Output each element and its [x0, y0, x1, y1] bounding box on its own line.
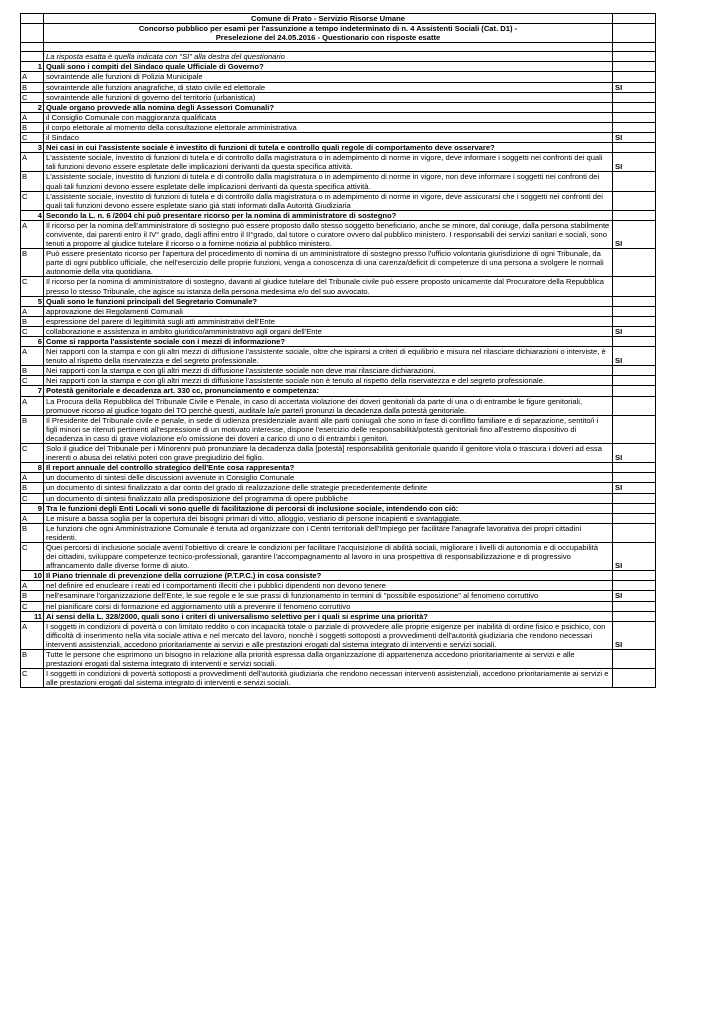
- question-text: Il report annuale del controllo strategico dell'Ente cosa rappresenta?: [44, 463, 613, 473]
- header-answer-cell: [613, 14, 656, 24]
- question-row: [21, 102, 656, 112]
- option-letter: C: [21, 444, 44, 463]
- answer-mark: [613, 191, 656, 210]
- answer-mark: [613, 493, 656, 503]
- header-blank-cell: [21, 24, 44, 43]
- option-text: I soggetti in condizioni di povertà sottoposti a provvedimenti dell'autorità giudiziaria che rendono necessari interventi assistenziali, accedono prioritariamente ai servizi e alle prestazioni erogati dal sistema integrato di interventi e servizi sociali.: [44, 669, 613, 688]
- option-text: Tutte le persone che esprimono un bisogno in relazione alla priorità espressa dalla organizzazione di appartenenza accedono prioritariamente ai servizi e alle prestazioni erogati dal sistema integrato di interventi e servizi sociali.: [44, 650, 613, 669]
- option-letter: C: [21, 542, 44, 570]
- answer-mark: [613, 473, 656, 483]
- question-text: Come si rapporta l'assistente sociale con i mezzi di informazione?: [44, 337, 613, 347]
- option-letter: A: [21, 347, 44, 366]
- option-row: [21, 523, 656, 542]
- option-letter: A: [21, 581, 44, 591]
- header-row: [21, 24, 656, 43]
- answer-mark: [613, 601, 656, 611]
- option-text: Nei rapporti con la stampa e con gli altri mezzi di diffusione l'assistente sociale non deve mai rilasciare dichiarazioni.: [44, 366, 613, 376]
- answer-mark: [613, 316, 656, 326]
- answer-mark: SI: [613, 133, 656, 143]
- option-row: [21, 306, 656, 316]
- option-text: Il ricorso per la nomina dell'amministratore di sostegno può essere proposto dallo stesso soggetto beneficiario, anche se minore, dal coniuge, dalla persona stabilmente convivente, dai parenti entro il IV° grado, dagli affini entro il II°grado, dal tutore o curatore ovvero dal pubblico ministero. I responsabili dei servizi sanitari e sociali, sono tenuti a proporre al giudice tutelare il ricorso o a fornirne notizia al pubblico ministero.: [44, 220, 613, 248]
- question-answer-cell: [613, 210, 656, 220]
- question-answer-cell: [613, 102, 656, 112]
- option-text: Nei rapporti con la stampa e con gli altri mezzi di diffusione l'assistente sociale non è tenuto al rispetto della riservatezza e del segreto professionale.: [44, 376, 613, 386]
- answer-mark: [613, 92, 656, 102]
- option-text: Solo il giudice del Tribunale per i Minorenni può pronunziare la decadenza dalla [potestà] responsabilità genitoriale quando il genitore viola o trascura i doveri ad essa inerenti o abusa dei relativi poteri con grave pregiudizio del figlio.: [44, 444, 613, 463]
- option-text: sovraintende alle funzioni di governo del territorio (urbanistica): [44, 92, 613, 102]
- option-letter: C: [21, 669, 44, 688]
- option-row: [21, 249, 656, 277]
- answer-mark: [613, 306, 656, 316]
- option-text: I soggetti in condizioni di povertà o con limitato reddito o con incapacità totale o parziale di provvedere alle proprie esigenze per inabilità di ordine fisico e psichico, con difficoltà di inserimento nella vita sociale attiva e nel mercato del lavoro, nonchè i soggetti sottoposti a provvedimenti dell'autorità giudiziaria che rendono necessari interventi assistenziali, accedono prioritariamente ai servizi e alle prestazioni erogati dal sistema integrato di interventi e servizi sociali.: [44, 621, 613, 649]
- question-answer-cell: [613, 337, 656, 347]
- note-row: [21, 52, 656, 62]
- option-letter: B: [21, 122, 44, 132]
- answer-mark: SI: [613, 220, 656, 248]
- question-row: [21, 571, 656, 581]
- option-row: [21, 415, 656, 443]
- question-row: [21, 611, 656, 621]
- answer-mark: [613, 650, 656, 669]
- question-answer-cell: [613, 571, 656, 581]
- option-text: un documento di sintesi delle discussioni avvenute in Consiglio Comunale: [44, 473, 613, 483]
- option-letter: C: [21, 326, 44, 336]
- option-text: il Consiglio Comunale con maggioranza qualificata: [44, 112, 613, 122]
- option-letter: A: [21, 72, 44, 82]
- option-text: il corpo elettorale al momento della consultazione elettorale amministrativa: [44, 122, 613, 132]
- option-text: L'assistente sociale, investito di funzioni di tutela e di controllo dalla magistratura o in adempimento di norme in vigore, non deve informare i soggetti nei confronti dei quali tali funzioni devono essere espletate delle implicazioni derivanti da questa specifica attività.: [44, 172, 613, 191]
- option-letter: A: [21, 153, 44, 172]
- option-letter: A: [21, 621, 44, 649]
- option-text: nel pianificare corsi di formazione ed aggiornamento utili a prevenire il fenomeno corruttivo: [44, 601, 613, 611]
- questionnaire-body: [21, 14, 656, 688]
- answer-mark: [613, 396, 656, 415]
- question-answer-cell: [613, 143, 656, 153]
- option-row: [21, 366, 656, 376]
- question-text: Ai sensi della L. 328/2000, quali sono i criteri di universalismo selettivo per i quali si esprime una priorità?: [44, 611, 613, 621]
- option-letter: B: [21, 172, 44, 191]
- question-text: Quale organo provvede alla nomina degli Assessori Comunali?: [44, 102, 613, 112]
- option-row: [21, 376, 656, 386]
- question-text: Tra le funzioni degli Enti Locali vi sono quelle di facilitazione di percorsi di inclusione sociale, intendendo con ciò:: [44, 503, 613, 513]
- option-row: [21, 172, 656, 191]
- question-answer-cell: [613, 296, 656, 306]
- option-text: Le funzioni che ogni Amministrazione Comunale è tenuta ad organizzare con i Centri territoriali dell'Impiego per facilitare l'anagrafe lavorativa dei propri cittadini residenti.: [44, 523, 613, 542]
- blank-row: [21, 43, 656, 52]
- header-line-2: Concorso pubblico per esami per l'assunzione a tempo indeterminato di n. 4 Assistenti Sociali (Cat. D1) -: [138, 24, 518, 34]
- answer-mark: SI: [613, 542, 656, 570]
- note-answer-cell: [613, 52, 656, 62]
- option-row: [21, 277, 656, 296]
- answer-mark: [613, 72, 656, 82]
- option-text: un documento di sintesi finalizzato a dar conto del grado di realizzazione delle strategie precedentemente definite: [44, 483, 613, 493]
- question-answer-cell: [613, 386, 656, 396]
- answer-mark: [613, 277, 656, 296]
- answer-mark: SI: [613, 82, 656, 92]
- question-answer-cell: [613, 503, 656, 513]
- question-row: [21, 62, 656, 72]
- answer-mark: SI: [613, 347, 656, 366]
- question-number: 2: [21, 102, 44, 112]
- question-number: 10: [21, 571, 44, 581]
- option-row: [21, 483, 656, 493]
- option-letter: B: [21, 591, 44, 601]
- option-letter: B: [21, 483, 44, 493]
- option-row: [21, 112, 656, 122]
- question-answer-cell: [613, 611, 656, 621]
- option-text: il Sindaco: [44, 133, 613, 143]
- question-row: [21, 337, 656, 347]
- option-row: [21, 542, 656, 570]
- blank-cell: [613, 43, 656, 52]
- header-answer-cell: [613, 24, 656, 43]
- answer-mark: SI: [613, 483, 656, 493]
- option-row: [21, 444, 656, 463]
- option-letter: B: [21, 415, 44, 443]
- option-letter: B: [21, 249, 44, 277]
- questionnaire-table: [20, 13, 656, 688]
- option-row: [21, 493, 656, 503]
- option-row: [21, 153, 656, 172]
- question-text: Quali sono le funzioni principali del Segretario Comunale?: [44, 296, 613, 306]
- question-text: Potestà genitoriale e decadenza art. 330 cc, pronunciamento e competenza:: [44, 386, 613, 396]
- option-text: un documento di sintesi finalizzato alla predisposizione del programma di opere pubbliche: [44, 493, 613, 503]
- note-blank-cell: [21, 52, 44, 62]
- option-row: [21, 122, 656, 132]
- option-text: sovraintende alle funzioni di Polizia Municipale: [44, 72, 613, 82]
- option-text: collaborazione e assistenza in ambito giuridico/amministrativo agli organi dell'Ente: [44, 326, 613, 336]
- option-letter: A: [21, 396, 44, 415]
- option-text: Quei percorsi di inclusione sociale aventi l'obiettivo di creare le condizioni per facilitare l'acquisizione di abilità sociali, migliorare i livelli di autonomia e di occupabilità dei cittadini, sviluppare competenze tecnico-professionali, garantire l'accompagnamento al lavoro in una prospettiva di responsabilizzazione e di progressivo affrancamento dalle diverse forme di aiuto.: [44, 542, 613, 570]
- option-text: espressione del parere di legittimità sugli atti amministrativi dell'Ente: [44, 316, 613, 326]
- answer-mark: [613, 249, 656, 277]
- option-text: La Procura della Repubblica del Tribunale Civile e Penale, in caso di accertata violazione dei doveri genitoriali da parte di una o di entrambe le figure genitoriali, promuove ricorso al giudice togato del TO perchè questi, audita/e la/e parte/i pronunzi la decadenza dalla potestà genitoriale.: [44, 396, 613, 415]
- header-blank-cell: [21, 14, 44, 24]
- option-letter: B: [21, 650, 44, 669]
- answer-mark: SI: [613, 621, 656, 649]
- question-number: 9: [21, 503, 44, 513]
- option-text: sovraintende alle funzioni anagrafiche, di stato civile ed elettorale: [44, 82, 613, 92]
- option-row: [21, 650, 656, 669]
- question-number: 8: [21, 463, 44, 473]
- question-number: 4: [21, 210, 44, 220]
- option-row: [21, 669, 656, 688]
- option-row: [21, 92, 656, 102]
- option-text: L'assistente sociale, investito di funzioni di tutela e di controllo dalla magistratura o in adempimento di norme in vigore, deve assicurarsi che i soggetti nei confronti dei quali tali funzioni devono essere espletate siano già stati informati dalla Autorità Giudiziaria: [44, 191, 613, 210]
- answer-mark: [613, 523, 656, 542]
- option-text: approvazione dei Regolamenti Comunali: [44, 306, 613, 316]
- option-letter: C: [21, 191, 44, 210]
- header-row: [21, 14, 656, 24]
- option-row: [21, 316, 656, 326]
- option-row: [21, 581, 656, 591]
- option-row: [21, 601, 656, 611]
- question-number: 6: [21, 337, 44, 347]
- answer-mark: SI: [613, 591, 656, 601]
- blank-cell: [21, 43, 44, 52]
- question-row: [21, 296, 656, 306]
- answer-mark: [613, 122, 656, 132]
- option-text: L'assistente sociale, investito di funzioni di tutela e di controllo dalla magistratura o in adempimento di norme in vigore, deve informare i soggetti nei confronti dei quali tali funzioni devono essere espletate delle implicazioni derivanti da questa specifica attività.: [44, 153, 613, 172]
- question-text: Il Piano triennale di prevenzione della corruzione (P.T.P.C.) in cosa consiste?: [44, 571, 613, 581]
- option-letter: A: [21, 513, 44, 523]
- option-letter: C: [21, 277, 44, 296]
- answer-mark: [613, 112, 656, 122]
- option-letter: C: [21, 133, 44, 143]
- option-letter: A: [21, 306, 44, 316]
- header-subtitle: [44, 24, 613, 43]
- instruction-note: La risposta esatta è quella indicata con "SI" alla destra del questionario: [44, 52, 613, 62]
- option-letter: A: [21, 220, 44, 248]
- option-letter: A: [21, 112, 44, 122]
- option-text: Il ricorso per la nomina di amministratore di sostegno, davanti al giudice tutelare del Tribunale civile può essere proposto unicamente dal Procuratore della Repubblica presso lo stesso Tribunale, che agisce su istanza della persona medesima e/o del suo avvocato.: [44, 277, 613, 296]
- option-text: Può essere presentato ricorso per l'apertura del procedimento di nomina di un amministratore di sostegno presso l'ufficio volontaria giurisdizione di ogni Tribunale, da parte di ogni pubblico ufficiale, che nell'esercizio delle proprie funzioni, venga a conoscenza di una carenza/deficit di competenze di una persona a svolgere le normali autonomie della vita quotidiana.: [44, 249, 613, 277]
- question-text: Quali sono i compiti del Sindaco quale Ufficiale di Governo?: [44, 62, 613, 72]
- question-number: 5: [21, 296, 44, 306]
- option-row: [21, 621, 656, 649]
- option-letter: B: [21, 366, 44, 376]
- answer-mark: [613, 172, 656, 191]
- option-text: nell'esaminare l'organizzazione dell'Ente, le sue regole e le sue prassi di funzionamento in termini di "possibile esposizione" al fenomeno corruttivo: [44, 591, 613, 601]
- option-row: [21, 191, 656, 210]
- question-row: [21, 386, 656, 396]
- option-letter: C: [21, 92, 44, 102]
- answer-mark: [613, 376, 656, 386]
- option-row: [21, 396, 656, 415]
- option-text: nel definire ed enucleare i reati ed i comportamenti illeciti che i pubblici dipendenti non devono tenere: [44, 581, 613, 591]
- question-text: Secondo la L. n. 6 /2004 chi può presentare ricorso per la nomina di amministratore di sostegno?: [44, 210, 613, 220]
- option-row: [21, 347, 656, 366]
- option-letter: B: [21, 316, 44, 326]
- option-row: [21, 82, 656, 92]
- option-letter: C: [21, 376, 44, 386]
- question-number: 1: [21, 62, 44, 72]
- option-letter: C: [21, 493, 44, 503]
- question-text: Nei casi in cui l'assistente sociale è investito di funzioni di tutela e controllo quali regole di comportamento deve osservare?: [44, 143, 613, 153]
- option-row: [21, 591, 656, 601]
- question-row: [21, 143, 656, 153]
- option-row: [21, 72, 656, 82]
- option-letter: C: [21, 601, 44, 611]
- answer-mark: [613, 366, 656, 376]
- questionnaire-sheet: [20, 13, 656, 688]
- question-answer-cell: [613, 463, 656, 473]
- question-number: 11: [21, 611, 44, 621]
- option-row: [21, 473, 656, 483]
- question-row: [21, 463, 656, 473]
- answer-mark: [613, 669, 656, 688]
- question-answer-cell: [613, 62, 656, 72]
- option-letter: A: [21, 473, 44, 483]
- answer-mark: [613, 415, 656, 443]
- option-text: Il Presidente del Tribunale civile e penale, in sede di udienza presidenziale avanti alle parti coniugali che sono in fase di conflitto familiare e di separazione, sentito/i i figli minori se ritenuti pertinenti all'espressione di un motivato interesse, dispone l'esercizio delle responsabilità/potestà genitoriali fino all'estremo dispositivo di decadenza in caso di grave violazione e/o omissione dei doveri a carico di uno o di entrambi i genitori.: [44, 415, 613, 443]
- option-letter: B: [21, 82, 44, 92]
- question-number: 3: [21, 143, 44, 153]
- question-row: [21, 503, 656, 513]
- header-title: Comune di Prato - Servizio Risorse Umane: [44, 14, 613, 24]
- option-row: [21, 133, 656, 143]
- header-line-3: Preselezione del 24.05.2016 - Questionario con risposte esatte: [215, 33, 441, 43]
- answer-mark: SI: [613, 444, 656, 463]
- option-letter: B: [21, 523, 44, 542]
- option-text: Nei rapporti con la stampa e con gli altri mezzi di diffusione l'assistente sociale, oltre che ispirarsi a criteri di equilibrio e misura nel rilasciare dichiarazioni o interviste, è tenuto al rispetto della riservatezza e del segreto professionale.: [44, 347, 613, 366]
- question-row: [21, 210, 656, 220]
- option-text: Le misure a bassa soglia per la copertura dei bisogni primari di vitto, alloggio, vestiario di persone incapienti e svantaggiate.: [44, 513, 613, 523]
- answer-mark: [613, 581, 656, 591]
- blank-cell: [44, 43, 613, 52]
- question-number: 7: [21, 386, 44, 396]
- answer-mark: SI: [613, 326, 656, 336]
- option-row: [21, 513, 656, 523]
- answer-mark: SI: [613, 153, 656, 172]
- option-row: [21, 326, 656, 336]
- answer-mark: [613, 513, 656, 523]
- option-row: [21, 220, 656, 248]
